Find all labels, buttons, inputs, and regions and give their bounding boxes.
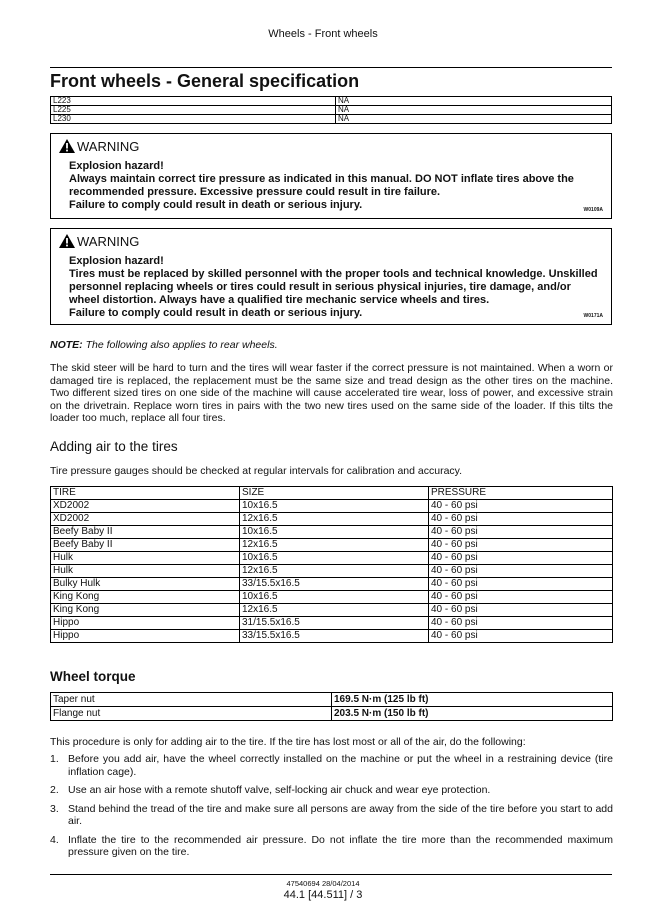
tire-cell: Hippo — [51, 617, 240, 630]
list-item — [50, 834, 613, 859]
table-row — [51, 604, 613, 617]
header-title: Wheels - Front wheels — [268, 28, 378, 40]
size-cell: 12x16.5 — [240, 539, 429, 552]
warning-box-explosion-replacement — [50, 228, 612, 325]
list-item — [50, 753, 613, 778]
size-cell: 31/15.5x16.5 — [240, 617, 429, 630]
table-row — [51, 617, 613, 630]
pressure-cell: 40 - 60 psi — [429, 604, 613, 617]
nut-type-cell: Flange nut — [51, 707, 332, 721]
tire-cell: King Kong — [51, 604, 240, 617]
pressure-cell: 40 - 60 psi — [429, 500, 613, 513]
warning-label: WARNING — [77, 138, 140, 154]
table-row — [51, 115, 612, 124]
table-row — [51, 500, 613, 513]
tire-cell: Beefy Baby II — [51, 526, 240, 539]
size-cell: 10x16.5 — [240, 526, 429, 539]
tire-pressure-table — [50, 486, 613, 643]
model-cell: L225 — [51, 106, 336, 115]
footer-doc-code: 47540694 28/04/2014 — [286, 879, 360, 888]
torque-value-cell: 169.5 N·m (125 lb ft) — [332, 693, 613, 707]
model-cell: L223 — [51, 97, 336, 106]
list-item — [50, 803, 613, 828]
step-text: Stand behind the tread of the tire and make sure all persons are away from the side of the tire before you start to add air. — [68, 802, 613, 827]
tire-cell: Hippo — [51, 630, 240, 643]
table-row — [51, 707, 613, 721]
table-row — [51, 591, 613, 604]
value-cell: NA — [336, 115, 612, 124]
step-text: Inflate the tire to the recommended air pressure. Do not inflate the tire more than the recommended maximum pressure given on the tire. — [68, 833, 613, 858]
warning-line: Tires must be replaced by skilled personnel with the proper tools and technical knowledge. Unskilled personnel replacing wheels or tires could result in serious physical injuries, tire damage, and/or wheel distortion. Always have a qualified tire mechanic service wheels and tires. — [69, 268, 598, 306]
column-header: SIZE — [240, 487, 429, 500]
tire-cell: King Kong — [51, 591, 240, 604]
table-row — [51, 565, 613, 578]
table-row — [51, 97, 612, 106]
tire-cell: Beefy Baby II — [51, 539, 240, 552]
size-cell: 10x16.5 — [240, 500, 429, 513]
table-row — [51, 539, 613, 552]
warning-label: WARNING — [77, 233, 140, 249]
footer-page-number: 44.1 [44.511] / 3 — [283, 889, 363, 901]
tire-cell: Bulky Hulk — [51, 578, 240, 591]
pressure-cell: 40 - 60 psi — [429, 552, 613, 565]
wheel-torque-table — [50, 692, 613, 721]
warning-triangle-icon — [59, 234, 75, 248]
value-cell: NA — [336, 106, 612, 115]
list-item — [50, 784, 613, 797]
warning-line: Failure to comply could result in death or serious injury. — [69, 307, 363, 319]
warning-line: Always maintain correct tire pressure as indicated in this manual. DO NOT inflate tires above the recommended pressure. Excessive pressure could result in tire failure. — [69, 173, 574, 198]
size-cell: 33/15.5x16.5 — [240, 578, 429, 591]
section-heading-adding-air: Adding air to the tires — [50, 439, 178, 454]
model-table — [50, 96, 612, 124]
intro-paragraph: The skid steer will be hard to turn and the tires will wear faster if the correct pressure is not maintained. When a worn or damaged tire is replaced, the replacement must be the same size and tread design as the other tires on the machine. Two different sized tires on one side of the machine will cause accelerated tire wear, loss of power, and excessive strain on the drivetrain. Replace worn tires in pairs with the two new tires used on the same side of the loader. If this tilts the loader too much, replace all four tires. — [50, 362, 613, 424]
warning-code: W0109A — [583, 207, 603, 213]
step-number: 4. — [50, 833, 59, 846]
step-number: 2. — [50, 784, 59, 796]
warning-line: Explosion hazard! — [69, 160, 164, 172]
table-row — [51, 578, 613, 591]
warning-box-explosion-pressure — [50, 133, 612, 219]
table-row — [51, 693, 613, 707]
pressure-cell: 40 - 60 psi — [429, 565, 613, 578]
pressure-cell: 40 - 60 psi — [429, 526, 613, 539]
warning-line: Failure to comply could result in death or serious injury. — [69, 199, 363, 211]
torque-value-cell: 203.5 N·m (150 lb ft) — [332, 707, 613, 721]
note-text: The following also applies to rear wheels. — [82, 339, 278, 351]
step-text: Use an air hose with a remote shutoff valve, self-locking air chuck and wear eye protection. — [68, 784, 491, 796]
table-row — [51, 106, 612, 115]
warning-code: W0171A — [583, 313, 603, 319]
table-row — [51, 630, 613, 643]
table-header-row — [51, 487, 613, 500]
pressure-cell: 40 - 60 psi — [429, 591, 613, 604]
pressure-cell: 40 - 60 psi — [429, 630, 613, 643]
warning-line: Explosion hazard! — [69, 255, 164, 267]
table-row — [51, 526, 613, 539]
step-number: 1. — [50, 753, 59, 765]
tire-cell: XD2002 — [51, 513, 240, 526]
column-header: TIRE — [51, 487, 240, 500]
size-cell: 10x16.5 — [240, 591, 429, 604]
nut-type-cell: Taper nut — [51, 693, 332, 707]
warning-header — [59, 232, 603, 250]
column-header: PRESSURE — [429, 487, 613, 500]
header-rule — [50, 67, 612, 68]
warning-triangle-icon — [59, 139, 75, 153]
size-cell: 12x16.5 — [240, 565, 429, 578]
gauge-paragraph: Tire pressure gauges should be checked at regular intervals for calibration and accuracy. — [50, 465, 463, 477]
note — [50, 339, 278, 351]
table-row — [51, 513, 613, 526]
value-cell: NA — [336, 97, 612, 106]
warning-header — [59, 137, 603, 155]
section-heading-wheel-torque: Wheel torque — [50, 669, 136, 684]
procedure-steps — [50, 753, 613, 865]
step-number: 3. — [50, 802, 59, 815]
warning-text — [69, 255, 603, 320]
tire-cell: Hulk — [51, 565, 240, 578]
note-prefix: NOTE: — [50, 339, 83, 351]
page-title: Front wheels - General specification — [50, 71, 360, 91]
size-cell: 10x16.5 — [240, 552, 429, 565]
step-text: Before you add air, have the wheel correctly installed on the machine or put the wheel in a restraining device (tire inflation cage). — [68, 753, 613, 778]
procedure-intro: This procedure is only for adding air to the tire. If the tire has lost most or all of the air, do the following: — [50, 736, 526, 748]
size-cell: 12x16.5 — [240, 604, 429, 617]
model-cell: L230 — [51, 115, 336, 124]
warning-text — [69, 160, 603, 212]
size-cell: 12x16.5 — [240, 513, 429, 526]
pressure-cell: 40 - 60 psi — [429, 617, 613, 630]
tire-cell: Hulk — [51, 552, 240, 565]
pressure-cell: 40 - 60 psi — [429, 513, 613, 526]
table-row — [51, 552, 613, 565]
pressure-cell: 40 - 60 psi — [429, 578, 613, 591]
pressure-cell: 40 - 60 psi — [429, 539, 613, 552]
tire-cell: XD2002 — [51, 500, 240, 513]
size-cell: 33/15.5x16.5 — [240, 630, 429, 643]
footer-rule — [50, 874, 612, 875]
